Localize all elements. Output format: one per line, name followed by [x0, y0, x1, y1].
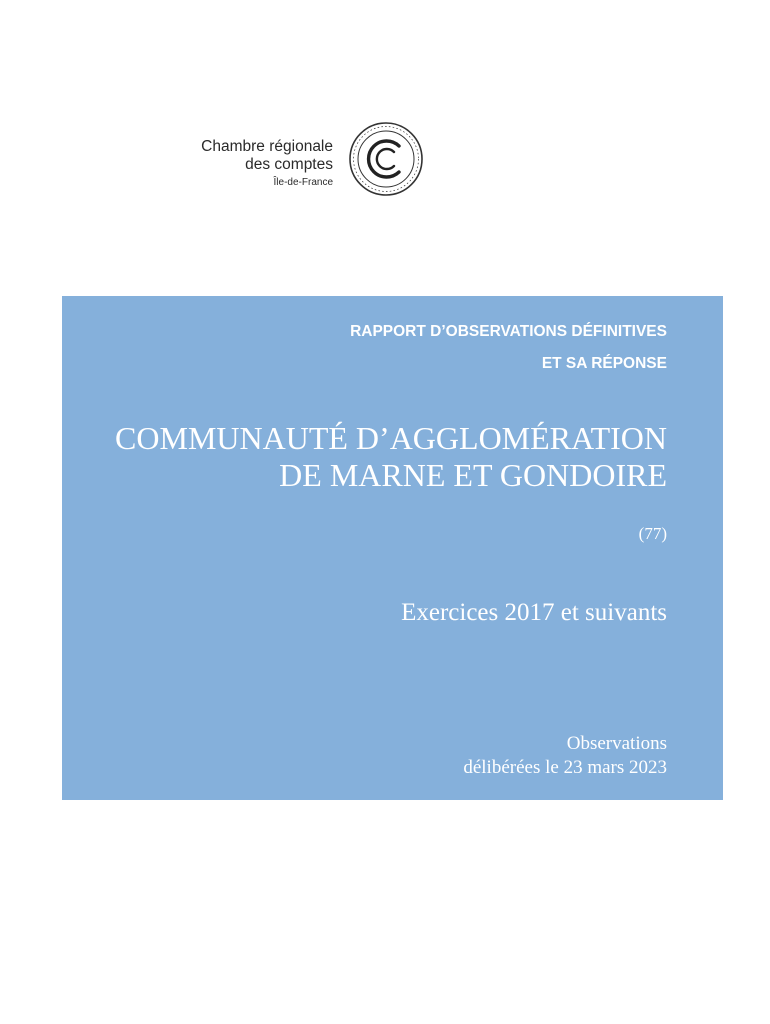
header-logo	[175, 120, 425, 200]
organization-region: Île-de-France	[273, 177, 333, 188]
deliberation-line1: Observations	[566, 733, 667, 754]
report-type-line2: ET SA RÉPONSE	[541, 355, 667, 372]
entity-title-line2: DE MARNE ET GONDOIRE	[279, 457, 667, 493]
report-type	[350, 316, 667, 380]
cover-panel	[62, 296, 723, 800]
department-number: (77)	[638, 524, 667, 543]
report-type-line1: RAPPORT D’OBSERVATIONS DÉFINITIVES	[350, 323, 667, 340]
organization-name	[201, 138, 333, 190]
organization-name-line2: des comptes	[245, 156, 333, 173]
entity-title-line1: COMMUNAUTÉ D’AGGLOMÉRATION	[115, 420, 667, 456]
entity-title	[115, 420, 667, 494]
cover-panel-content	[62, 296, 667, 800]
deliberation-date	[463, 732, 667, 780]
organization-name-line1: Chambre régionale	[201, 138, 333, 155]
ccomptes-seal-icon	[347, 120, 425, 198]
fiscal-period: Exercices 2017 et suivants	[401, 599, 667, 626]
deliberation-line2: délibérées le 23 mars 2023	[463, 757, 667, 778]
